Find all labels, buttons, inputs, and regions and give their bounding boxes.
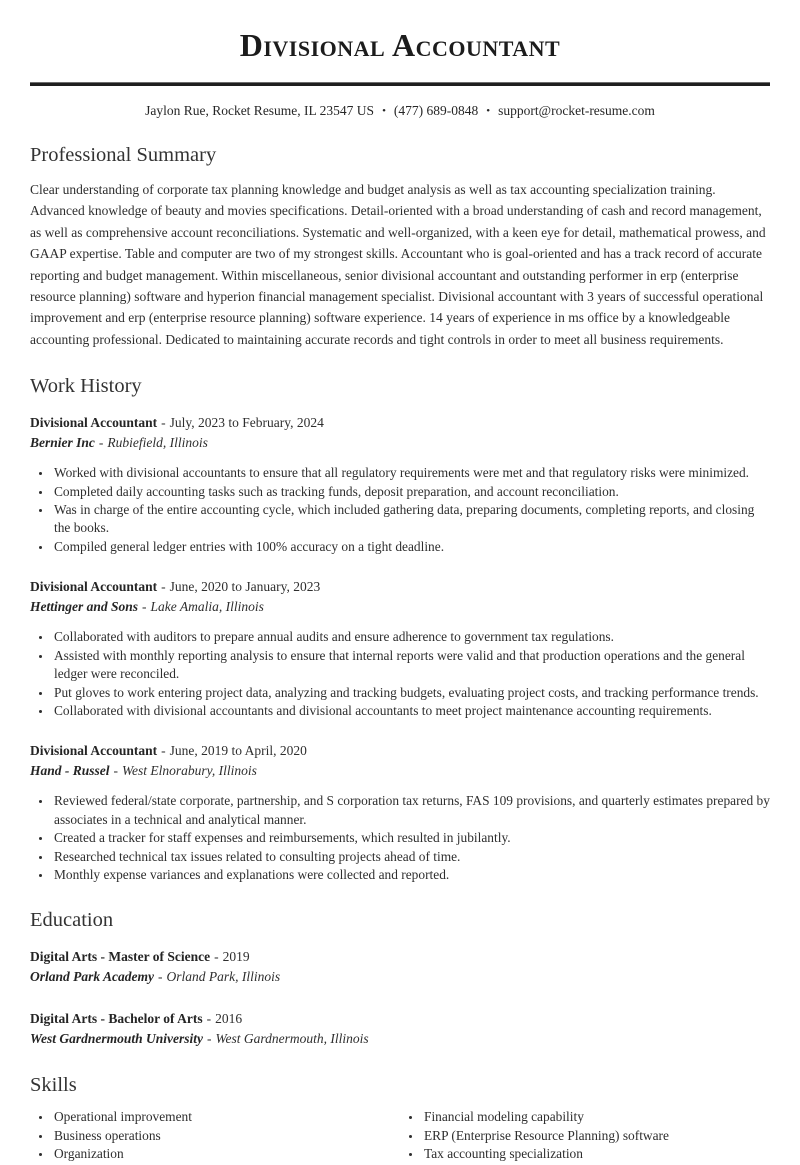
skill-item: • Financial modeling capability <box>422 1108 770 1126</box>
skill-item: • Business operations <box>52 1127 400 1145</box>
job-location: Rubiefield, Illinois <box>107 435 208 451</box>
job-title: Divisional Accountant <box>30 743 158 759</box>
job-title: Divisional Accountant <box>30 415 158 431</box>
skill-item: • Tax accounting specialization <box>422 1145 770 1163</box>
job-title-line <box>30 413 770 433</box>
job-bullet-list <box>30 792 770 884</box>
page-title: Divisional Accountant <box>239 27 561 63</box>
dash-separator: - <box>214 949 219 965</box>
education-heading: Education <box>30 909 114 932</box>
contact-separator-dot: • <box>486 105 491 117</box>
section-skills <box>30 1074 770 1163</box>
summary-text: Clear understanding of corporate tax planning knowledge and budget analysis as well as tax accounting specialization training. Advanced knowledge of beauty and movies specifications. Detail-oriented with a broad understanding of cash and record management, as well as comprehensive account reconciliations. Systematic and well-organized, with a keen eye for detail, mathematical prowess, and GAAP expertise. Table and computer are two of my strongest skills. Accountant who is goal-oriented and has a track record of accurate reporting and budget management. Within miscellaneous, senior divisional accountant and outstanding performer in erp (enterprise resource planning) software and hyperion financial management specialist. Divisional accountant with 3 years of successful operational improvement and erp (enterprise resource planning) software experience. 14 years of experience in ms office by a knowledgeable accounting professional. Dedicated to maintaining accurate records and tight controls in order to meet all business requirements. <box>30 182 766 347</box>
contact-address: Jaylon Rue, Rocket Resume, IL 23547 US <box>145 103 375 118</box>
school-name: Orland Park Academy <box>30 969 154 985</box>
job-location: Lake Amalia, Illinois <box>150 599 264 615</box>
skill-item: • Operational improvement <box>52 1108 400 1126</box>
skills-heading: Skills <box>30 1074 77 1097</box>
job-bullet-list <box>30 628 770 720</box>
dash-separator: - <box>113 763 119 779</box>
contact-separator-dot: • <box>382 105 386 117</box>
job-dates: June, 2019 to April, 2020 <box>169 743 307 759</box>
job-title-line <box>30 577 770 597</box>
job-dates: July, 2023 to February, 2024 <box>169 415 324 431</box>
job-bullet: • Reviewed federal/state corporate, partnership, and S corporation tax returns, FAS 109 provisions, and quarterly estimates prepared by associates in a technical and analytical manner. <box>52 792 770 829</box>
job-dates: June, 2020 to January, 2023 <box>169 579 321 595</box>
job-bullet: • Worked with divisional accountants to ensure that all regulatory requirements were met and that regulatory risks were minimized. <box>52 464 770 482</box>
dash-separator: - <box>207 1031 212 1047</box>
job-company-line <box>30 597 770 617</box>
job-entry <box>30 741 770 884</box>
skills-left-column <box>30 1108 400 1163</box>
section-education <box>30 909 770 1049</box>
job-bullet: • Created a tracker for staff expenses and reimbursements, which resulted in jubilantly. <box>52 829 770 847</box>
job-company-line <box>30 761 770 781</box>
dash-separator: - <box>158 969 163 985</box>
job-bullet: • Monthly expense variances and explanations were collected and reported. <box>52 866 770 884</box>
contact-line <box>30 103 770 119</box>
job-title-line <box>30 741 770 761</box>
job-location: West Elnorabury, Illinois <box>122 763 257 779</box>
school-name: West Gardnermouth University <box>30 1031 204 1047</box>
work-history-heading: Work History <box>30 375 142 398</box>
dash-separator: - <box>161 743 166 759</box>
job-bullet: • Collaborated with auditors to prepare annual audits and ensure adherence to government tax regulations. <box>52 628 770 646</box>
job-bullet: • Assisted with monthly reporting analysis to ensure that internal reports were valid and that production operations and the general ledger were reconciled. <box>52 647 770 684</box>
degree-year: 2016 <box>215 1011 243 1027</box>
school-line <box>30 1029 770 1049</box>
job-bullet: • Researched technical tax issues related to consulting projects ahead of time. <box>52 848 770 866</box>
job-entry <box>30 577 770 720</box>
education-entry <box>30 947 770 987</box>
dash-separator: - <box>142 599 147 615</box>
job-company: Bernier Inc <box>30 435 95 451</box>
contact-email: support@rocket-resume.com <box>498 103 655 118</box>
degree-title: Digital Arts - Master of Science <box>30 949 211 965</box>
school-location: West Gardnermouth, Illinois <box>215 1031 369 1047</box>
skills-columns <box>30 1108 770 1163</box>
degree-title: Digital Arts - Bachelor of Arts <box>30 1011 203 1027</box>
job-bullet: • Collaborated with divisional accountants and divisional accountants to meet project maintenance accounting requirements. <box>52 702 770 720</box>
summary-heading: Professional Summary <box>30 144 217 166</box>
job-bullet: • Completed daily accounting tasks such as tracking funds, deposit preparation, and account reconciliation. <box>52 483 770 501</box>
job-bullet-list <box>30 464 770 556</box>
job-bullet: • Compiled general ledger entries with 100% accuracy on a tight deadline. <box>52 538 770 556</box>
degree-line <box>30 947 770 967</box>
job-company: Hettinger and Sons <box>30 599 139 615</box>
skills-right-column <box>400 1108 770 1163</box>
section-work-history <box>30 375 770 884</box>
dash-separator: - <box>98 435 104 451</box>
school-line <box>30 967 770 987</box>
job-title: Divisional Accountant <box>30 579 158 595</box>
header-divider <box>30 82 770 86</box>
dash-separator: - <box>161 415 166 431</box>
section-professional-summary <box>30 144 770 350</box>
skill-item: • ERP (Enterprise Resource Planning) software <box>422 1127 770 1145</box>
job-bullet: • Put gloves to work entering project data, analyzing and tracking budgets, evaluating project costs, and tracking performance trends. <box>52 684 770 702</box>
job-company-line <box>30 433 770 453</box>
degree-year: 2019 <box>222 949 250 965</box>
job-bullet: • Was in charge of the entire accounting cycle, which included gathering data, preparing documents, completing reports, and closing the books. <box>52 501 770 538</box>
contact-phone: (477) 689-0848 <box>393 103 479 118</box>
job-company: Hand - Russel <box>30 763 110 779</box>
dash-separator: - <box>206 1011 212 1027</box>
education-entry <box>30 1009 770 1049</box>
skill-item: • Organization <box>52 1145 400 1163</box>
school-location: Orland Park, Illinois <box>166 969 281 985</box>
degree-line <box>30 1009 770 1029</box>
dash-separator: - <box>161 579 166 595</box>
job-entry <box>30 413 770 556</box>
